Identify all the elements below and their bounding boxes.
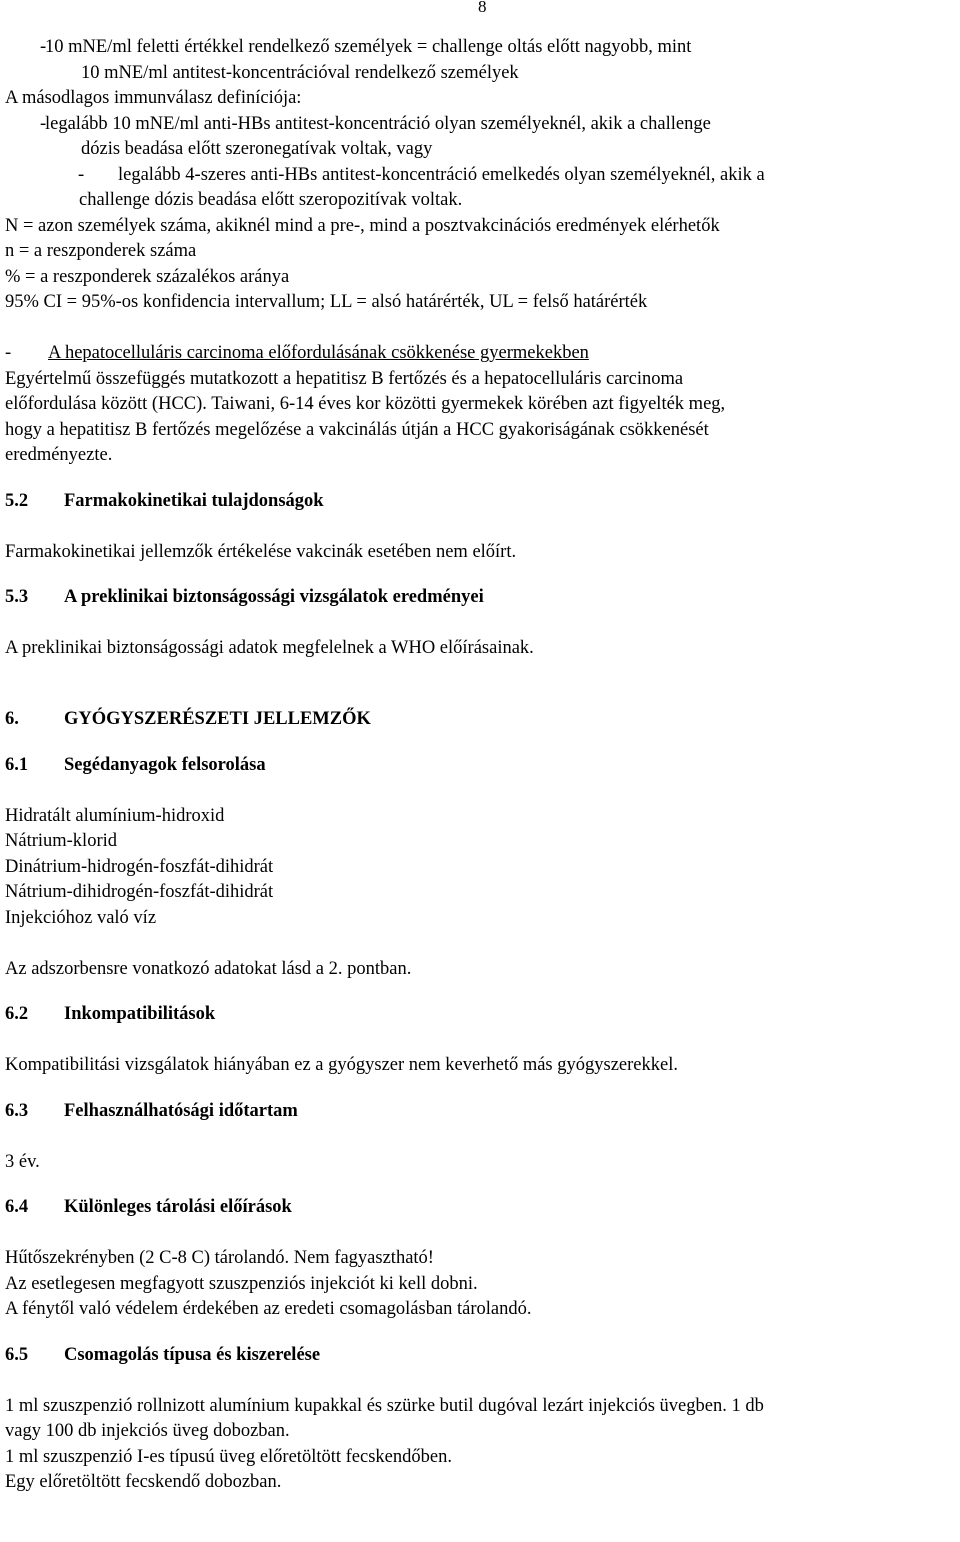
definition-heading: A másodlagos immunválasz definíciója: (5, 88, 302, 108)
section-heading-5-2: 5.2 Farmakokinetikai tulajdonságok (5, 490, 324, 511)
paragraph-line: előfordulása között (HCC). Taiwani, 6-14 éves kor közötti gyermekek körében azt figyelték meg, (5, 394, 726, 414)
section-heading-5-3: 5.3 A preklinikai biztonságossági vizsgálatok eredményei (5, 587, 484, 607)
list-item: Hidratált alumínium-hidroxid (5, 805, 225, 826)
paragraph-line: Kompatibilitási vizsgálatok hiányában ez a gyógyszer nem keverhető más gyógyszerekkel. (5, 1055, 678, 1075)
legend-line: 95% CI = 95%-os konfidencia intervallum; LL = alsó határérték, UL = felső határérték (5, 292, 648, 312)
paragraph-line: 3 év. (5, 1151, 40, 1172)
hcc-heading: - A hepatocelluláris carcinoma előfordulásának csökkenése gyermekekben (5, 343, 589, 363)
paragraph-line: vagy 100 db injekciós üveg dobozban. (5, 1421, 290, 1441)
section-heading-6: 6. GYÓGYSZERÉSZETI JELLEMZŐK (5, 709, 371, 729)
paragraph-line: Hűtőszekrényben (2 C-8 C) tárolandó. Nem fagyasztható! (5, 1248, 434, 1268)
list-item-cont: challenge dózis beadása előtt szeropozitívak voltak. (79, 190, 463, 210)
paragraph-line: Az esetlegesen megfagyott szuszpenziós injekciót ki kell dobni. (5, 1273, 478, 1294)
list-item: - legalább 4-szeres anti-HBs antitest-koncentráció emelkedés olyan személyeknél, akik a (78, 164, 765, 185)
list-item: Injekcióhoz való víz (5, 907, 157, 928)
paragraph-line: Farmakokinetikai jellemzők értékelése vakcinák esetében nem előírt. (5, 541, 517, 562)
paragraph-line: hogy a hepatitisz B fertőzés megelőzése a vakcinálás útján a HCC gyakoriságának csökkenését (5, 419, 709, 440)
paragraph-line: eredményezte. (5, 445, 113, 465)
list-item: -legalább 10 mNE/ml anti-HBs antitest-koncentráció olyan személyeknél, akik a challenge (40, 113, 711, 134)
list-item: Dinátrium-hidrogén-foszfát-dihidrát (5, 856, 274, 877)
list-item-cont: dózis beadása előtt szeronegatívak voltak, vagy (81, 139, 433, 159)
legend-line: N = azon személyek száma, akiknél mind a pre-, mind a posztvakcinációs eredmények elérhetők (5, 215, 720, 236)
paragraph-line: A fénytől való védelem érdekében az eredeti csomagolásban tárolandó. (5, 1299, 532, 1319)
paragraph-line: Egyértelmű összefüggés mutatkozott a hepatitisz B fertőzés és a hepatocelluláris carcinoma (5, 368, 684, 389)
paragraph-line: Az adszorbensre vonatkozó adatokat lásd a 2. pontban. (5, 958, 412, 979)
paragraph-line: 1 ml szuszpenzió I-es típusú üveg előretöltött fecskendőben. (5, 1446, 452, 1467)
section-heading-6-1: 6.1 Segédanyagok felsorolása (5, 754, 266, 775)
list-item: Nátrium-dihidrogén-foszfát-dihidrát (5, 882, 274, 902)
legend-line: n = a reszponderek száma (5, 241, 197, 261)
page-number: 8 (478, 0, 487, 16)
section-heading-6-3: 6.3 Felhasználhatósági időtartam (5, 1100, 298, 1121)
legend-line: % = a reszponderek százalékos aránya (5, 266, 290, 287)
section-heading-6-2: 6.2 Inkompatibilitások (5, 1004, 216, 1024)
list-item-cont: 10 mNE/ml antitest-koncentrációval rendelkező személyek (81, 62, 519, 83)
paragraph-line: A preklinikai biztonságossági adatok megfelelnek a WHO előírásainak. (5, 638, 534, 658)
paragraph-line: Egy előretöltött fecskendő dobozban. (5, 1472, 282, 1492)
section-heading-6-4: 6.4 Különleges tárolási előírások (5, 1197, 292, 1217)
document-body (5, 35, 955, 1496)
section-heading-6-5: 6.5 Csomagolás típusa és kiszerelése (5, 1344, 321, 1365)
paragraph-line: 1 ml szuszpenzió rollnizott alumínium kupakkal és szürke butil dugóval lezárt injekciós üvegben. 1 db (5, 1395, 764, 1416)
list-item: Nátrium-klorid (5, 831, 118, 851)
list-item: -10 mNE/ml feletti értékkel rendelkező személyek = challenge oltás előtt nagyobb, mint (40, 37, 692, 57)
